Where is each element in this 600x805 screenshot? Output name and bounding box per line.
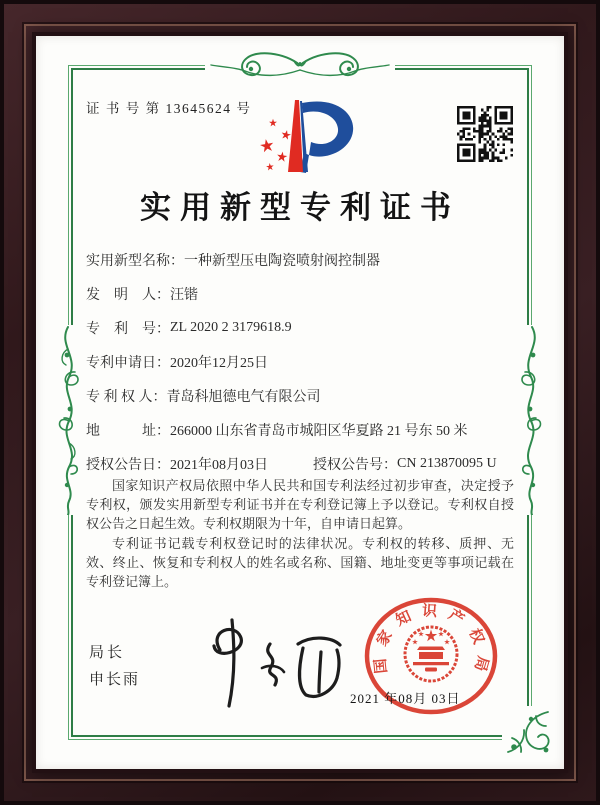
certificate-title: 实用新型专利证书: [140, 190, 460, 225]
director-title: 局长: [89, 645, 126, 661]
field-value: 266000 山东省青岛市城阳区华夏路 21 号东 50 米: [170, 424, 468, 439]
body-paragraphs: [86, 476, 514, 591]
director-signature-icon: [190, 614, 358, 714]
field-label: 发 明 人：: [86, 288, 170, 303]
certificate-number: 证 书 号 第 13645624 号: [86, 101, 252, 116]
seal-date: 2021 年08月 03日: [350, 691, 461, 706]
grant-date-label: 授权公告日：: [86, 458, 170, 473]
field-row: [86, 277, 530, 311]
director-name: 申长雨: [89, 672, 141, 688]
svg-text:国家知识产权局: 国家知识产权局: [372, 603, 491, 683]
field-row: [86, 413, 530, 447]
field-label: 专 利 号：: [86, 322, 170, 337]
fields-list: [86, 243, 530, 447]
cnipa-logo-icon: [253, 98, 361, 176]
grant-no-label: 授权公告号：: [313, 458, 397, 473]
field-value: 青岛科旭德电气有限公司: [166, 390, 321, 405]
body-paragraph: 国家知识产权局依照中华人民共和国专利法经过初步审查，决定授予专利权，颁发实用新型专利证书并在专利登记簿上予以登记。专利权自授权公告之日起生效。专利权期限为十年，自申请日起算。: [86, 478, 514, 532]
field-label: 专利申请日：: [86, 356, 170, 371]
body-paragraph: 专利证书记载专利权登记时的法律状况。专利权的转移、质押、无效、终止、恢复和专利权人的姓名或名称、国籍、地址变更等事项记载在专利登记簿上。: [86, 535, 514, 590]
field-row: [86, 243, 530, 277]
field-row: [86, 379, 530, 413]
field-value: 汪锴: [170, 288, 198, 303]
field-value: 一种新型压电陶瓷喷射阀控制器: [184, 254, 380, 269]
field-label: 专 利 权 人：: [86, 390, 167, 405]
grant-no-value: CN 213870095 U: [397, 456, 497, 471]
fields-section: [86, 243, 530, 481]
field-label: 实用新型名称：: [86, 254, 184, 269]
field-row: [86, 345, 530, 379]
grant-date-value: 2021年08月03日: [170, 458, 268, 473]
field-row: [86, 311, 530, 345]
field-label: 地 址：: [86, 424, 170, 439]
field-value: 2020年12月25日: [170, 356, 268, 371]
qr-code: [457, 106, 513, 162]
field-value: ZL 2020 2 3179618.9: [170, 320, 292, 335]
